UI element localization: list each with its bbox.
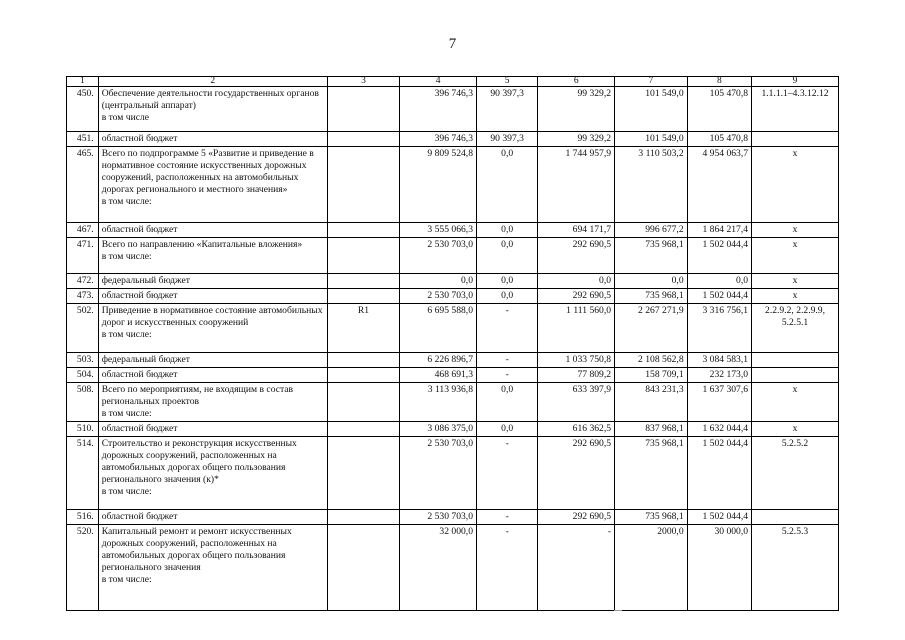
row-value-total: 6 226 896,7	[400, 353, 477, 368]
row-value-col7: 843 231,3	[615, 383, 688, 422]
header-cell: 1	[67, 77, 99, 87]
row-value-col5: 0,0	[477, 223, 538, 238]
header-cell: 5	[477, 77, 538, 87]
row-value-total: 0,0	[400, 274, 477, 289]
row-value-col5: 0,0	[477, 289, 538, 304]
row-value-total: 6 695 588,0	[400, 304, 477, 353]
row-number: 503.	[67, 353, 99, 368]
row-value-total: 2 530 703,0	[400, 437, 477, 510]
row-value-col5: -	[477, 368, 538, 383]
row-number: 514.	[67, 437, 99, 510]
row-value-col8: 1 637 307,6	[687, 383, 751, 422]
row-code: R1	[327, 304, 400, 353]
row-description: областной бюджет	[98, 132, 327, 147]
row-reference: x	[752, 147, 839, 223]
table-row	[67, 353, 839, 368]
header-cell: 7	[615, 77, 688, 87]
row-value-col7: 0,0	[615, 274, 688, 289]
row-value-col5: 0,0	[477, 238, 538, 274]
row-reference: x	[752, 274, 839, 289]
row-value-col5: -	[477, 510, 538, 525]
row-value-col6: -	[538, 525, 615, 611]
row-value-col5: -	[477, 437, 538, 510]
row-value-col7: 2 108 562,8	[615, 353, 688, 368]
row-value-col6: 1 744 957,9	[538, 147, 615, 223]
table-row	[67, 289, 839, 304]
row-value-col7: 735 968,1	[615, 289, 688, 304]
row-number: 450.	[67, 87, 99, 132]
row-value-col6: 0,0	[538, 274, 615, 289]
row-number: 510.	[67, 422, 99, 437]
row-value-col7: 735 968,1	[615, 510, 688, 525]
header-cell: 3	[327, 77, 400, 87]
row-value-total: 468 691,3	[400, 368, 477, 383]
row-value-col5: 90 397,3	[477, 87, 538, 132]
row-number: 467.	[67, 223, 99, 238]
row-reference	[752, 368, 839, 383]
row-value-col8: 105 470,8	[687, 87, 751, 132]
row-description: Приведение в нормативное состояние автомобильных дорог и искусственных сооружений в том числе:	[98, 304, 327, 353]
table-row	[67, 422, 839, 437]
row-value-col6: 694 171,7	[538, 223, 615, 238]
row-reference: x	[752, 422, 839, 437]
row-value-col7: 158 709,1	[615, 368, 688, 383]
row-value-col8: 1 502 044,4	[687, 510, 751, 525]
row-description: Строительство и реконструкция искусственных дорожных сооружений, расположенных на автомобильных дорогах общего пользования регионального значения (к)* в том числе:	[98, 437, 327, 510]
row-number: 465.	[67, 147, 99, 223]
table-row	[67, 525, 839, 611]
row-code	[327, 422, 400, 437]
row-value-total: 2 530 703,0	[400, 510, 477, 525]
scan-mark	[614, 610, 622, 611]
row-reference: 5.2.5.2	[752, 437, 839, 510]
row-description: Всего по подпрограмме 5 «Развитие и приведение в нормативное состояние искусственных дорожных сооружений, расположенных на автомобильных дорогах регионального и местного значения» в том числе:	[98, 147, 327, 223]
row-value-col8: 232 173,0	[687, 368, 751, 383]
row-value-col8: 1 864 217,4	[687, 223, 751, 238]
row-reference	[752, 510, 839, 525]
row-number: 473.	[67, 289, 99, 304]
row-value-col6: 77 809,2	[538, 368, 615, 383]
row-description: областной бюджет	[98, 368, 327, 383]
header-cell: 2	[98, 77, 327, 87]
row-value-total: 2 530 703,0	[400, 238, 477, 274]
table-row	[67, 510, 839, 525]
header-cell: 4	[400, 77, 477, 87]
row-reference: 5.2.5.3	[752, 525, 839, 611]
row-description: областной бюджет	[98, 422, 327, 437]
row-number: 504.	[67, 368, 99, 383]
row-code	[327, 353, 400, 368]
row-value-col8: 3 084 583,1	[687, 353, 751, 368]
row-value-col7: 837 968,1	[615, 422, 688, 437]
budget-table	[66, 76, 839, 611]
row-description: Всего по направлению «Капитальные вложения» в том числе:	[98, 238, 327, 274]
row-value-col6: 1 033 750,8	[538, 353, 615, 368]
table-row	[67, 132, 839, 147]
row-code	[327, 223, 400, 238]
row-reference: 1.1.1.1–4.3.12.12	[752, 87, 839, 132]
row-value-col5: -	[477, 525, 538, 611]
row-value-col6: 99 329,2	[538, 87, 615, 132]
row-value-total: 396 746,3	[400, 87, 477, 132]
table-row	[67, 238, 839, 274]
row-code	[327, 87, 400, 132]
row-reference: 2.2.9.2, 2.2.9.9, 5.2.5.1	[752, 304, 839, 353]
table-row	[67, 87, 839, 132]
row-number: 508.	[67, 383, 99, 422]
row-value-col8: 1 502 044,4	[687, 289, 751, 304]
row-code	[327, 274, 400, 289]
row-reference: x	[752, 289, 839, 304]
row-value-col7: 2 267 271,9	[615, 304, 688, 353]
row-number: 516.	[67, 510, 99, 525]
row-value-col7: 996 677,2	[615, 223, 688, 238]
row-number: 451.	[67, 132, 99, 147]
row-value-col6: 99 329,2	[538, 132, 615, 147]
table-row	[67, 147, 839, 223]
row-number: 471.	[67, 238, 99, 274]
row-code	[327, 525, 400, 611]
row-description: Капитальный ремонт и ремонт искусственных дорожных сооружений, расположенных на автомобильных дорогах общего пользования регионального значения в том числе:	[98, 525, 327, 611]
row-number: 502.	[67, 304, 99, 353]
row-value-col8: 0,0	[687, 274, 751, 289]
row-description: областной бюджет	[98, 223, 327, 238]
row-value-col7: 3 110 503,2	[615, 147, 688, 223]
row-value-col8: 1 632 044,4	[687, 422, 751, 437]
row-value-total: 396 746,3	[400, 132, 477, 147]
row-value-col6: 292 690,5	[538, 437, 615, 510]
header-row	[67, 77, 839, 87]
row-value-col5: 0,0	[477, 422, 538, 437]
row-description: областной бюджет	[98, 510, 327, 525]
row-value-total: 3 113 936,8	[400, 383, 477, 422]
row-value-total: 2 530 703,0	[400, 289, 477, 304]
table-row	[67, 223, 839, 238]
header-cell: 6	[538, 77, 615, 87]
row-reference: x	[752, 238, 839, 274]
row-value-col5: -	[477, 353, 538, 368]
row-value-col6: 1 111 560,0	[538, 304, 615, 353]
table-row	[67, 304, 839, 353]
row-code	[327, 238, 400, 274]
row-code	[327, 132, 400, 147]
row-value-col7: 2000,0	[615, 525, 688, 611]
row-value-total: 3 086 375,0	[400, 422, 477, 437]
header-cell: 9	[752, 77, 839, 87]
row-value-col8: 4 954 063,7	[687, 147, 751, 223]
row-reference: x	[752, 383, 839, 422]
row-value-col7: 101 549,0	[615, 132, 688, 147]
page-number: 7	[448, 36, 457, 52]
row-value-col6: 292 690,5	[538, 510, 615, 525]
row-value-col6: 292 690,5	[538, 289, 615, 304]
row-value-col8: 105 470,8	[687, 132, 751, 147]
header-cell: 8	[687, 77, 751, 87]
row-value-col6: 292 690,5	[538, 238, 615, 274]
row-description: федеральный бюджет	[98, 353, 327, 368]
row-value-col5: -	[477, 304, 538, 353]
row-code	[327, 383, 400, 422]
row-value-col5: 0,0	[477, 383, 538, 422]
table-row	[67, 437, 839, 510]
row-number: 472.	[67, 274, 99, 289]
row-value-col8: 1 502 044,4	[687, 238, 751, 274]
row-reference	[752, 132, 839, 147]
row-reference	[752, 353, 839, 368]
row-description: Обеспечение деятельности государственных органов (центральный аппарат) в том числе	[98, 87, 327, 132]
row-reference: x	[752, 223, 839, 238]
row-code	[327, 147, 400, 223]
row-value-col5: 0,0	[477, 147, 538, 223]
row-value-col5: 90 397,3	[477, 132, 538, 147]
row-code	[327, 437, 400, 510]
row-value-total: 9 809 524,8	[400, 147, 477, 223]
row-value-col7: 101 549,0	[615, 87, 688, 132]
row-value-col7: 735 968,1	[615, 437, 688, 510]
row-value-col8: 1 502 044,4	[687, 437, 751, 510]
row-value-total: 3 555 066,3	[400, 223, 477, 238]
row-code	[327, 368, 400, 383]
table-row	[67, 383, 839, 422]
table-row	[67, 368, 839, 383]
row-number: 520.	[67, 525, 99, 611]
row-value-col8: 3 316 756,1	[687, 304, 751, 353]
row-value-col6: 633 397,9	[538, 383, 615, 422]
row-value-col7: 735 968,1	[615, 238, 688, 274]
row-value-col5: 0,0	[477, 274, 538, 289]
row-value-col6: 616 362,5	[538, 422, 615, 437]
row-code	[327, 289, 400, 304]
row-value-total: 32 000,0	[400, 525, 477, 611]
row-description: Всего по мероприятиям, не входящим в состав региональных проектов в том числе:	[98, 383, 327, 422]
row-description: областной бюджет	[98, 289, 327, 304]
row-code	[327, 510, 400, 525]
table-row	[67, 274, 839, 289]
row-value-col8: 30 000,0	[687, 525, 751, 611]
row-description: федеральный бюджет	[98, 274, 327, 289]
